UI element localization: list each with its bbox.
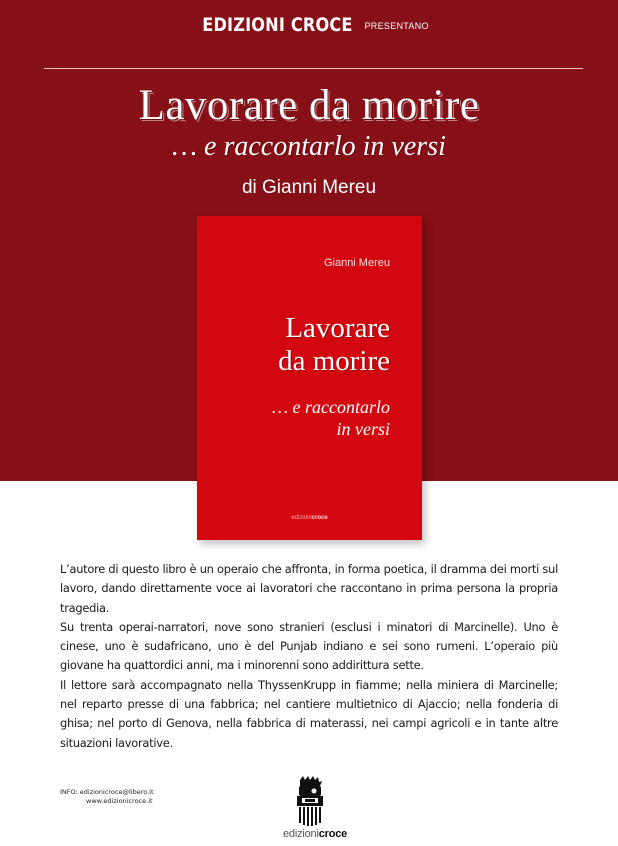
contact-website[interactable]: www.edizionicroce.it <box>86 797 153 805</box>
book-cover-title <box>278 312 390 378</box>
book-cover-subtitle-line-2: in versi <box>336 419 390 439</box>
book-description <box>60 560 558 753</box>
logo-wordmark-bold: croce <box>318 828 348 840</box>
publisher-logo <box>283 776 348 840</box>
book-cover-author: Gianni Mereu <box>323 257 390 269</box>
description-paragraph-3: Il lettore sarà accompagnato nella ThyssenKrupp in fiamme; nella miniera di Marcinelle; nel reparto presse di una fabbrica; nel cantiere multietnico di Ajaccio; nella fonderia di ghisa; nel porto di Genova, nella fabbrica di materassi, nei campi agricoli e in tante altre situazioni lavorative. <box>60 677 558 750</box>
book-cover-title-line-2: da morire <box>278 345 390 377</box>
publisher-name: EDIZIONI CROCE <box>202 14 353 36</box>
author-byline: di Gianni Mereu <box>241 177 377 198</box>
book-cover-title-line-1: Lavorare <box>285 312 390 344</box>
main-subtitle: … e raccontarlo in versi <box>172 131 446 162</box>
description-paragraph-1: L’autore di questo libro è un operaio che affronta, in forma poetica, il dramma dei morti sul lavoro, dando direttamente voce ai lavoratori che raccontano in prima persona la propria tragedia. <box>60 562 558 615</box>
book-cover-publisher <box>197 515 422 521</box>
book-cover-subtitle <box>272 396 390 440</box>
presenting-label: PRESENTANO <box>364 21 429 31</box>
book-cover-publisher-light: edizioni <box>291 515 312 521</box>
book-cover-publisher-bold: croce <box>311 515 328 521</box>
book-cover <box>197 216 422 540</box>
logo-wordmark <box>283 828 348 840</box>
header-divider <box>44 68 583 69</box>
book-cover-subtitle-line-1: … e raccontarlo <box>272 397 390 417</box>
contact-info <box>60 788 154 806</box>
aztec-bird-logo-icon <box>294 776 326 826</box>
description-paragraph-2: Su trenta operai-narratori, nove sono stranieri (esclusi i minatori di Marcinelle). Uno è cinese, uno è sudafricano, uno è del Punjab indiano e sei sono rumeni. L’operaio più giovane ha quattordici anni, ma i minorenni sono addirittura sette. <box>60 619 558 673</box>
main-title: Lavorare da morire <box>138 82 480 129</box>
logo-wordmark-light: edizioni <box>283 828 319 840</box>
contact-email[interactable]: INFO: edizionicroce@libero.it <box>60 788 154 796</box>
publisher-header <box>0 14 618 36</box>
